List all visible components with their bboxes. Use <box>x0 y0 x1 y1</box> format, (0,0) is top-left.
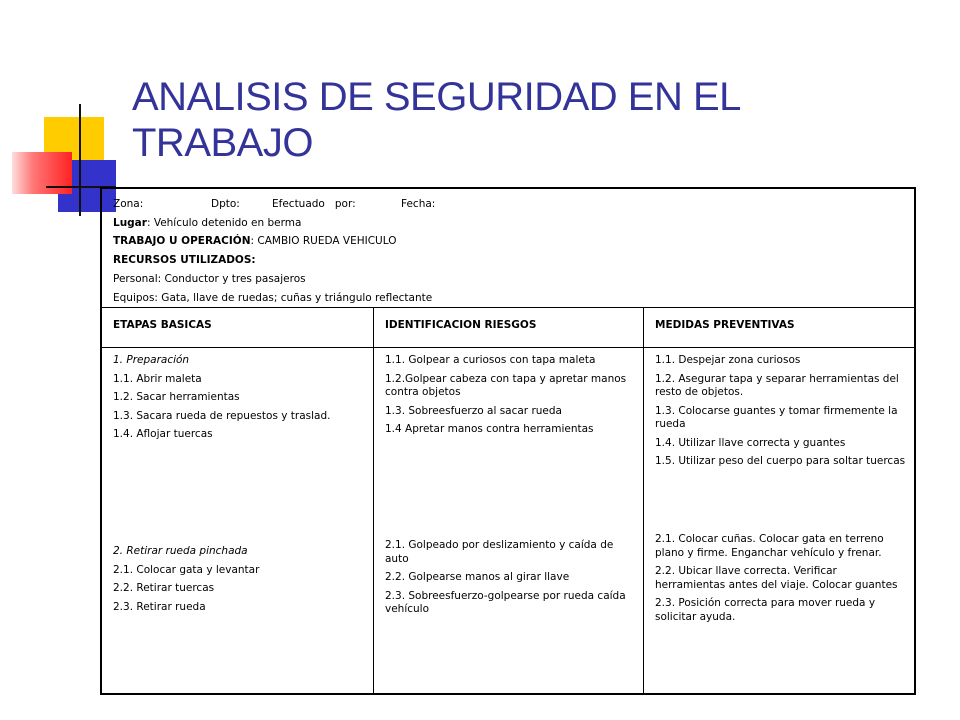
recursos-line <box>113 251 914 270</box>
medidas-block-2 <box>655 533 908 629</box>
etapa-heading: 1. Preparación <box>113 354 190 366</box>
etapas-block-1 <box>113 354 367 447</box>
fecha-label: Fecha: <box>401 198 436 210</box>
table-body-row <box>102 348 914 693</box>
slide-title: ANALISIS DE SEGURIDAD EN EL TRABAJO <box>132 75 740 165</box>
info-section <box>102 189 914 308</box>
etapa-item: 2.3. Retirar rueda <box>113 600 206 613</box>
etapa-item: 1.3. Sacara rueda de repuestos y traslad. <box>113 409 331 422</box>
etapa-heading: 2. Retirar rueda pinchada <box>113 545 248 557</box>
zona-label: Zona: <box>113 198 144 210</box>
trabajo-value: : CAMBIO RUEDA VEHICULO <box>250 235 397 248</box>
dpto-label: Dpto: <box>211 198 240 210</box>
medida-item: 1.2. Asegurar tapa y separar herramientas del resto de objetos. <box>655 372 899 398</box>
etapa-item: 2.1. Colocar gata y levantar <box>113 563 260 576</box>
medida-item: 1.3. Colocarse guantes y tomar firmemente la rueda <box>655 404 898 430</box>
riesgo-item: 1.3. Sobreesfuerzo al sacar rueda <box>385 404 562 417</box>
etapa-item: 1.1. Abrir maleta <box>113 372 202 385</box>
riesgo-item: 1.4 Apretar manos contra herramientas <box>385 423 594 435</box>
riesgos-cell <box>374 348 644 693</box>
recursos-label: RECURSOS UTILIZADOS: <box>113 254 256 267</box>
lugar-line <box>113 214 914 233</box>
analysis-grid <box>102 308 914 693</box>
riesgo-item: 2.2. Golpearse manos al girar llave <box>385 571 570 583</box>
equipos-line: Equipos: Gata, llave de ruedas; cuñas y triángulo reflectante <box>113 291 433 304</box>
medidas-cell <box>644 348 914 693</box>
etapa-item: 1.2. Sacar herramientas <box>113 391 240 403</box>
efectuado-label: Efectuado por: <box>272 198 356 210</box>
medida-item: 1.1. Despejar zona curiosos <box>655 354 801 366</box>
etapa-item: 1.4. Aflojar tuercas <box>113 428 213 440</box>
lugar-value: : Vehículo detenido en berma <box>146 216 302 229</box>
trabajo-line <box>113 232 914 251</box>
riesgo-item: 1.2.Golpear cabeza con tapa y apretar manos contra objetos <box>385 372 627 398</box>
medida-item: 2.1. Colocar cuñas. Colocar gata en terreno plano y firme. Enganchar vehículo y frenar. <box>655 533 884 559</box>
header-fields-line <box>113 195 914 214</box>
medidas-block-1 <box>655 354 908 474</box>
lugar-label: Lugar <box>113 216 147 229</box>
table-header-row <box>102 308 914 348</box>
header-medidas: MEDIDAS PREVENTIVAS <box>655 319 795 331</box>
logo-vertical-line <box>79 104 81 216</box>
medida-item: 2.3. Posición correcta para mover rueda y solicitar ayuda. <box>655 597 876 623</box>
riesgo-item: 2.1. Golpeado por deslizamiento y caída de auto <box>385 539 614 565</box>
riesgo-item: 1.1. Golpear a curiosos con tapa maleta <box>385 354 596 366</box>
etapa-item: 2.2. Retirar tuercas <box>113 582 215 594</box>
medida-item: 1.5. Utilizar peso del cuerpo para soltar tuercas <box>655 455 906 467</box>
etapas-block-2 <box>113 545 367 619</box>
riesgos-block-1 <box>385 354 637 442</box>
personal-line: Personal: Conductor y tres pasajeros <box>113 272 306 285</box>
riesgos-block-2 <box>385 539 637 622</box>
medida-item: 1.4. Utilizar llave correcta y guantes <box>655 436 846 449</box>
trabajo-label: TRABAJO U OPERACIÓN <box>113 235 251 248</box>
riesgo-item: 2.3. Sobreesfuerzo-golpearse por rueda caída vehículo <box>385 589 626 615</box>
medida-item: 2.2. Ubicar llave correcta. Verificar herramientas antes del viaje. Colocar guantes <box>655 565 898 591</box>
etapas-cell <box>102 348 374 693</box>
header-etapas: ETAPAS BASICAS <box>102 308 374 347</box>
header-riesgos: IDENTIFICACION RIESGOS <box>374 308 644 347</box>
analysis-table-frame <box>100 187 916 695</box>
